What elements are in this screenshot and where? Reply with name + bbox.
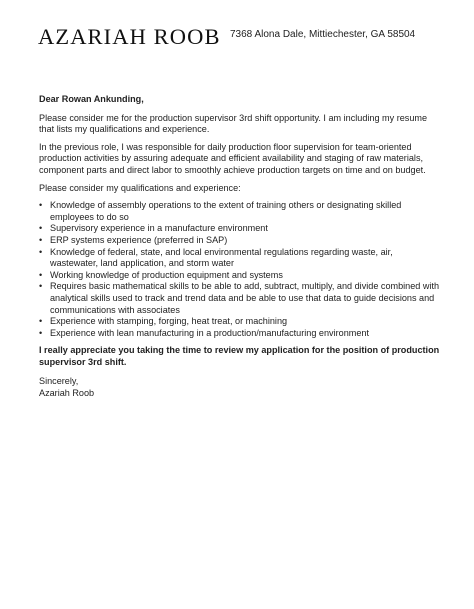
list-item — [39, 223, 441, 235]
qualification-text: Knowledge of federal, state, and local environmental regulations regarding waste, air, wastewater, land application, and storm water — [50, 246, 393, 269]
bullet-icon: • — [39, 316, 43, 327]
bullet-icon: • — [39, 234, 43, 245]
qualification-text: Knowledge of assembly operations to the extent of training others or designating skilled employees to do so — [50, 200, 402, 222]
salutation: Dear Rowan Ankunding, — [39, 94, 144, 104]
qualification-text: ERP systems experience (preferred in SAP) — [50, 234, 228, 245]
letter-header — [38, 24, 438, 50]
list-item — [39, 247, 441, 270]
qualification-text: Experience with stamping, forging, heat treat, or machining — [50, 316, 288, 327]
qualifications-list — [39, 200, 441, 339]
signoff: Sincerely, — [39, 376, 79, 387]
bullet-icon: • — [39, 223, 43, 234]
bullet-icon: • — [39, 281, 43, 292]
qualification-text: Working knowledge of production equipment and systems — [50, 269, 283, 280]
applicant-address: 7368 Alona Dale, Mittiechester, GA 58504 — [230, 29, 416, 40]
bullet-icon: • — [39, 269, 43, 280]
list-item — [39, 200, 441, 223]
list-item — [39, 281, 441, 316]
signature-name: Azariah Roob — [39, 388, 95, 399]
letter-body — [39, 94, 441, 400]
bullet-icon: • — [39, 200, 43, 211]
qualifications-lead: Please consider my qualifications and experience: — [39, 182, 241, 193]
closing-statement: I really appreciate you taking the time to review my application for the position of production supervisor 3rd shift. — [39, 345, 440, 367]
bullet-icon: • — [39, 327, 43, 338]
list-item — [39, 270, 441, 282]
bullet-icon: • — [39, 246, 43, 257]
applicant-name: AZARIAH ROOB — [38, 24, 221, 49]
previous-role-paragraph: In the previous role, I was responsible for daily production floor supervision for team-oriented production activities by assuring adequate and efficient availability and staging of raw materials, component parts and direct labor to smoothly achieve production targets on time and on budget. — [39, 141, 426, 175]
qualification-text: Experience with lean manufacturing in a production/manufacturing environment — [50, 327, 369, 338]
list-item — [39, 328, 441, 340]
list-item — [39, 316, 441, 328]
qualification-text: Supervisory experience in a manufacture environment — [50, 223, 268, 234]
qualification-text: Requires basic mathematical skills to be able to add, subtract, multiply, and divide combined with analytical skills used to track and trend data and be able to use that data to guide decisions and communications with associates — [50, 281, 440, 315]
intro-paragraph: Please consider me for the production supervisor 3rd shift opportunity. I am including my resume that lists my qualifications and experience. — [39, 112, 428, 135]
list-item — [39, 235, 441, 247]
